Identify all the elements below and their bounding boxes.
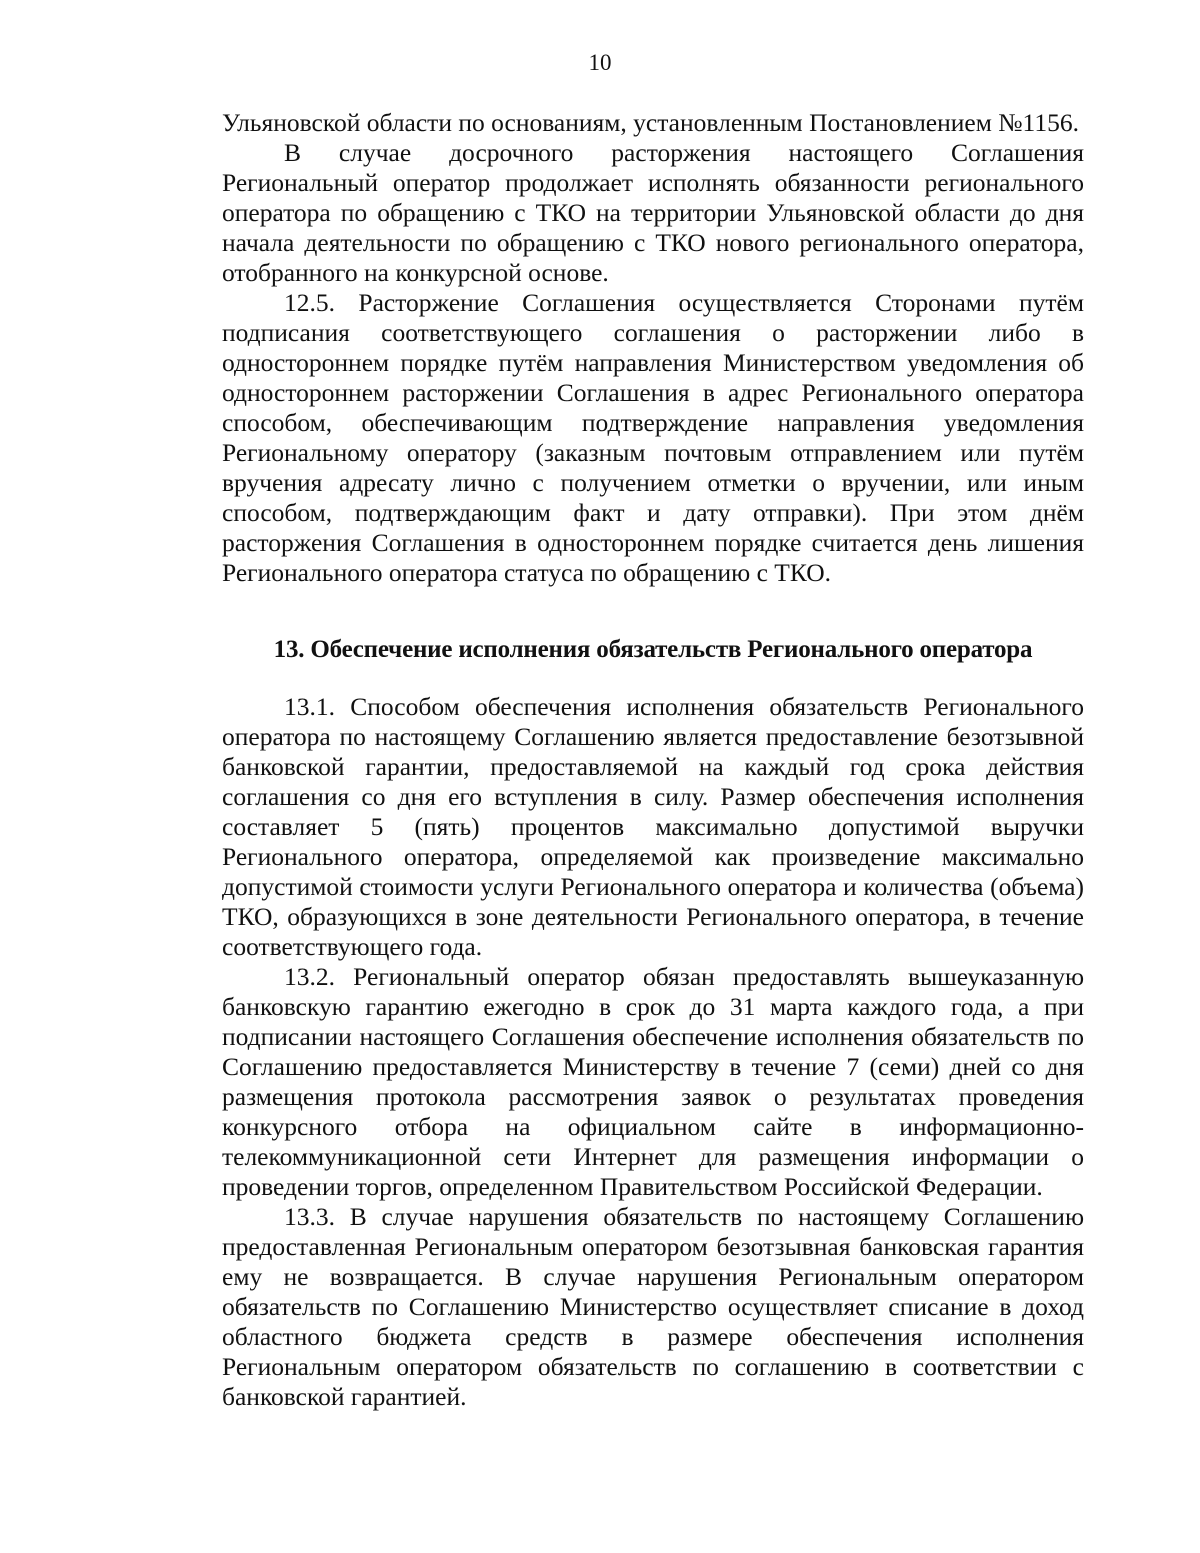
document-body <box>222 108 1084 1412</box>
section-heading-13: 13. Обеспечение исполнения обязательств Регионального оператора <box>273 636 1033 663</box>
paragraph-13-2: 13.2. Региональный оператор обязан предоставлять вышеуказанную банковскую гарантию ежегодно в срок до 31 марта каждого года, а при подписании настоящего Соглашения обеспечение исполнения обязательств по Соглашению предоставляется Министерству в течение 7 (семи) дней со дня размещения протокола рассмотрения заявок о результатах проведения конкурсного отбора на официальном сайте в информационно-телекоммуникационной сети Интернет для размещения информации о проведении торгов, определенном Правительством Российской Федерации. <box>222 962 1084 1201</box>
paragraph-continuation: Ульяновской области по основаниям, установленным Постановлением №1156. <box>222 108 1079 137</box>
paragraph-13-1: 13.1. Способом обеспечения исполнения обязательств Регионального оператора по настоящему Соглашению является предоставление безотзывной банковской гарантии, предоставляемой на каждый год срока действия соглашения со дня его вступления в силу. Размер обеспечения исполнения составляет 5 (пять) процентов максимально допустимой выручки Регионального оператора, определяемой как произведение максимально допустимой стоимости услуги Регионального оператора и количества (объема) ТКО, образующихся в зоне деятельности Регионального оператора, в течение соответствующего года. <box>222 692 1084 961</box>
paragraph-12-5: 12.5. Расторжение Соглашения осуществляется Сторонами путём подписания соответствующего соглашения о расторжении либо в одностороннем порядке путём направления Министерством уведомления об одностороннем расторжении Соглашения в адрес Регионального оператора способом, обеспечивающим подтверждение направления уведомления Региональному оператору (заказным почтовым отправлением или путём вручения адресату лично с получением отметки о вручении, или иным способом, подтверждающим факт и дату отправки). При этом днём расторжения Соглашения в одностороннем порядке считается день лишения Регионального оператора статуса по обращению с ТКО. <box>222 288 1084 587</box>
paragraph-13-3: 13.3. В случае нарушения обязательств по настоящему Соглашению предоставленная Региональным оператором безотзывная банковская гарантия ему не возвращается. В случае нарушения Региональным оператором обязательств по Соглашению Министерство осуществляет списание в доход областного бюджета средств в размере обеспечения исполнения Региональным оператором обязательств по соглашению в соответствии с банковской гарантией. <box>222 1202 1084 1411</box>
page-number: 10 <box>588 50 612 75</box>
paragraph-early-termination: В случае досрочного расторжения настоящего Соглашения Региональный оператор продолжает исполнять обязанности регионального оператора по обращению с ТКО на территории Ульяновской области до дня начала деятельности по обращению с ТКО нового регионального оператора, отобранного на конкурсной основе. <box>222 138 1084 287</box>
